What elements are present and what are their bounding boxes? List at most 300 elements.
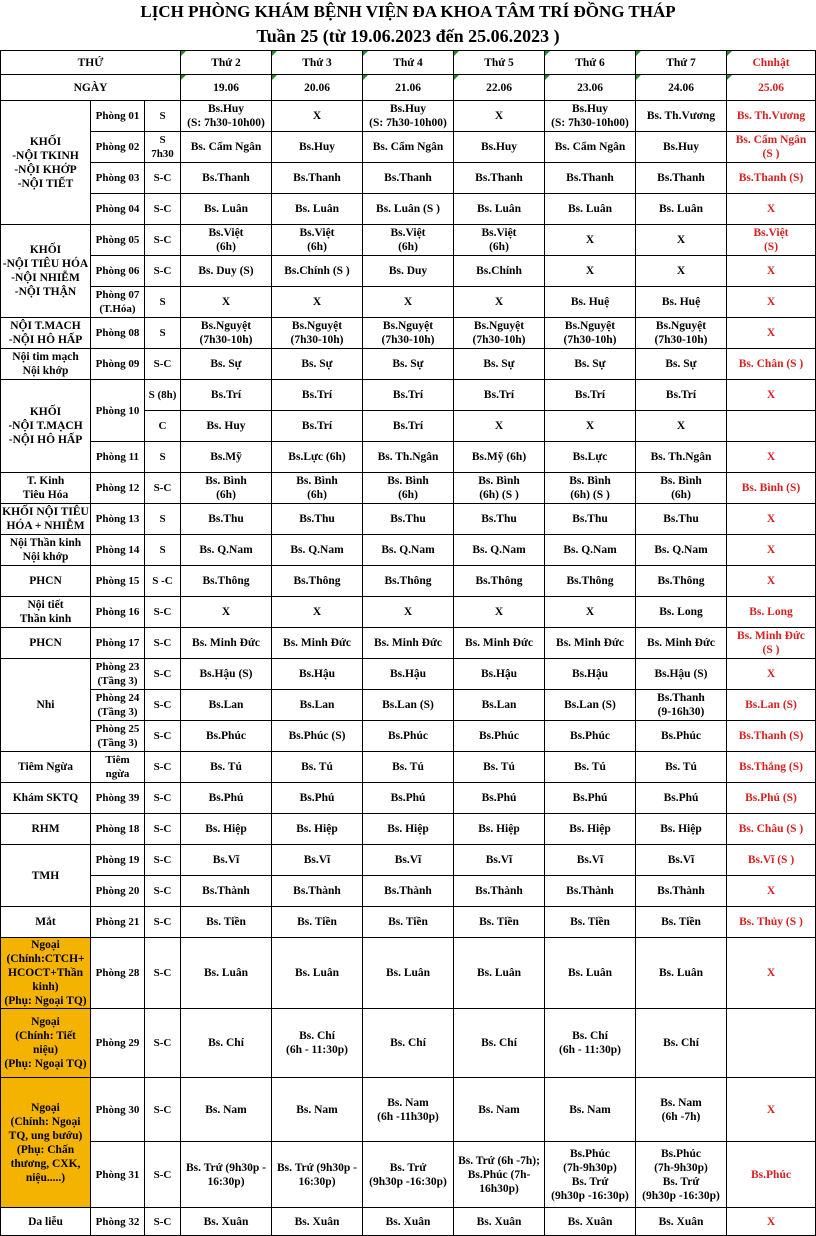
doctor-cell: Bs. Xuân xyxy=(545,1208,636,1236)
doctor-cell: X xyxy=(272,101,363,132)
doctor-cell: Bs. Q.Nam xyxy=(454,535,545,566)
doctor-cell: Bs.Trí xyxy=(363,380,454,411)
doctor-cell: Bs.Việt (6h) xyxy=(272,225,363,256)
doctor-cell: Bs.Phúc xyxy=(545,721,636,752)
title-line-1: LỊCH PHÒNG KHÁM BỆNH VIỆN ĐA KHOA TÂM TRÍ ĐỒNG THÁP xyxy=(140,2,676,21)
sunday-doctor-cell: Bs.Lan (S) xyxy=(727,690,816,721)
doctor-cell: Bs. Hiệp xyxy=(636,814,727,845)
doctor-cell: Bs. Xuân xyxy=(181,1208,272,1236)
doctor-cell: Bs. Sự xyxy=(545,349,636,380)
doctor-cell: Bs. Sự xyxy=(636,349,727,380)
sunday-doctor-cell: X xyxy=(727,1208,816,1236)
department-group: Ngoại (Chính: Ngoại TQ, ung bướu) (Phụ: Chấn thương, CXK, niệu.....) xyxy=(1,1078,91,1208)
department-group: NỘI T.MACH -NỘI HÔ HẤP xyxy=(1,318,91,349)
shift-cell: S-C xyxy=(145,1142,181,1208)
doctor-cell: X xyxy=(454,287,545,318)
doctor-cell: Bs. Minh Đức xyxy=(454,628,545,659)
room-cell: Phòng 01 xyxy=(91,101,145,132)
shift-cell: S-C xyxy=(145,1208,181,1236)
shift-cell: S-C xyxy=(145,225,181,256)
doctor-cell: Bs. Luân xyxy=(454,938,545,1009)
doctor-cell: Bs.Vĩ xyxy=(272,845,363,876)
doctor-cell: Bs.Thành xyxy=(181,876,272,907)
doctor-cell: Bs. Luân (S ) xyxy=(363,194,454,225)
room-cell: Phòng 16 xyxy=(91,597,145,628)
doctor-cell: Bs.Phúc xyxy=(454,721,545,752)
doctor-cell: Bs.Thu xyxy=(181,504,272,535)
doctor-cell: Bs.Thông xyxy=(181,566,272,597)
doctor-cell: Bs. Sự xyxy=(363,349,454,380)
doctor-cell: Bs.Phúc xyxy=(363,721,454,752)
sunday-doctor-cell: Bs.Phú (S) xyxy=(727,783,816,814)
sunday-doctor-cell: X xyxy=(727,659,816,690)
doctor-cell: Bs.Hậu (S) xyxy=(636,659,727,690)
room-cell: Phòng 21 xyxy=(91,907,145,938)
schedule-row xyxy=(1,132,816,163)
doctor-cell: X xyxy=(636,256,727,287)
doctor-cell: Bs. Nam (6h -11h30p) xyxy=(363,1078,454,1142)
sunday-doctor-cell: Bs. Chân (S ) xyxy=(727,349,816,380)
room-cell: Phòng 30 xyxy=(91,1078,145,1142)
department-group: Ngoại (Chính:CTCH+ HCOCT+Thần kinh) (Phụ: Ngoại TQ) xyxy=(1,938,91,1009)
sunday-doctor-cell: X xyxy=(727,876,816,907)
doctor-cell: Bs. Trứ (9h30p - 16:30p) xyxy=(272,1142,363,1208)
shift-cell: S-C xyxy=(145,783,181,814)
doctor-cell: Bs.Huy (S: 7h30-10h00) xyxy=(363,101,454,132)
shift-cell: S xyxy=(145,504,181,535)
schedule-row xyxy=(1,1142,816,1208)
doctor-cell: Bs.Thông xyxy=(545,566,636,597)
shift-cell: S-C xyxy=(145,473,181,504)
doctor-cell: Bs.Mỹ (6h) xyxy=(454,442,545,473)
doctor-cell: Bs.Trí xyxy=(272,411,363,442)
doctor-cell: Bs.Nguyệt (7h30-10h) xyxy=(545,318,636,349)
doctor-cell: X xyxy=(545,411,636,442)
doctor-cell: Bs.Thu xyxy=(454,504,545,535)
doctor-cell: Bs.Phú xyxy=(636,783,727,814)
doctor-cell: Bs. Tiền xyxy=(636,907,727,938)
doctor-cell: Bs. Chí xyxy=(636,1009,727,1078)
doctor-cell: Bs. Trứ (9h30p -16:30p) xyxy=(363,1142,454,1208)
doctor-cell: Bs.Nguyệt (7h30-10h) xyxy=(181,318,272,349)
sunday-doctor-cell: Bs.Phúc xyxy=(727,1142,816,1208)
shift-cell: S-C xyxy=(145,597,181,628)
schedule-row xyxy=(1,318,816,349)
doctor-cell: Bs. Trứ (9h30p - 16:30p) xyxy=(181,1142,272,1208)
sunday-doctor-cell: X xyxy=(727,318,816,349)
doctor-cell: Bs. Huệ xyxy=(636,287,727,318)
schedule-row xyxy=(1,287,816,318)
sunday-doctor-cell: Bs.Vĩ (S ) xyxy=(727,845,816,876)
doctor-cell: Bs.Nguyệt (7h30-10h) xyxy=(454,318,545,349)
doctor-cell: X xyxy=(363,287,454,318)
doctor-cell: Bs. Trứ (6h -7h); Bs.Phúc (7h- 16h30p) xyxy=(454,1142,545,1208)
department-group: PHCN xyxy=(1,566,91,597)
department-group: Tiêm Ngừa xyxy=(1,752,91,783)
shift-cell: S xyxy=(145,287,181,318)
doctor-cell: Bs. Duy xyxy=(363,256,454,287)
schedule-row xyxy=(1,101,816,132)
room-cell: Phòng 18 xyxy=(91,814,145,845)
schedule-row xyxy=(1,380,816,411)
doctor-cell: Bs.Thu xyxy=(363,504,454,535)
doctor-cell: Bs. Nam xyxy=(454,1078,545,1142)
doctor-cell: Bs.Hậu xyxy=(363,659,454,690)
sunday-doctor-cell: Bs. Châu (S ) xyxy=(727,814,816,845)
doctor-cell: Bs. Chí (6h - 11:30p) xyxy=(272,1009,363,1078)
schedule-row xyxy=(1,256,816,287)
schedule-row xyxy=(1,1078,816,1142)
doctor-cell: Bs.Thanh xyxy=(454,163,545,194)
shift-cell: S-C xyxy=(145,256,181,287)
doctor-cell: Bs. Hiệp xyxy=(363,814,454,845)
doctor-cell: Bs.Thông xyxy=(454,566,545,597)
doctor-cell: Bs.Phú xyxy=(272,783,363,814)
doctor-cell: Bs. Luân xyxy=(272,194,363,225)
room-cell: Phòng 20 xyxy=(91,876,145,907)
day-header-sunday: Chnhật xyxy=(727,51,816,75)
schedule-row xyxy=(1,814,816,845)
doctor-cell: Bs. Cẩm Ngân xyxy=(181,132,272,163)
room-cell: Phòng 07 (T.Hóa) xyxy=(91,287,145,318)
room-cell: Phòng 25 (Tầng 3) xyxy=(91,721,145,752)
sunday-doctor-cell: X xyxy=(727,442,816,473)
header-row-dates xyxy=(1,75,816,101)
doctor-cell: Bs. Luân xyxy=(181,194,272,225)
doctor-cell: Bs. Sự xyxy=(454,349,545,380)
doctor-cell: Bs.Trí xyxy=(545,380,636,411)
shift-cell: S-C xyxy=(145,876,181,907)
doctor-cell: Bs.Thông xyxy=(272,566,363,597)
room-cell: Phòng 17 xyxy=(91,628,145,659)
shift-cell: S-C xyxy=(145,628,181,659)
doctor-cell: Bs.Việt (6h) xyxy=(181,225,272,256)
schedule-row xyxy=(1,194,816,225)
doctor-cell: X xyxy=(545,256,636,287)
doctor-cell: Bs. Hiệp xyxy=(272,814,363,845)
doctor-cell: Bs. Cẩm Ngân xyxy=(545,132,636,163)
department-group: PHCN xyxy=(1,628,91,659)
doctor-cell: Bs.Lan (S) xyxy=(545,690,636,721)
doctor-cell: Bs.Thành xyxy=(363,876,454,907)
schedule-row xyxy=(1,876,816,907)
doctor-cell: Bs. Minh Đức xyxy=(181,628,272,659)
doctor-cell: Bs. Huy xyxy=(181,411,272,442)
sunday-doctor-cell: Bs. Thủy (S ) xyxy=(727,907,816,938)
doctor-cell: X xyxy=(545,597,636,628)
doctor-cell: Bs.Trí xyxy=(636,380,727,411)
doctor-cell: Bs. Cẩm Ngân xyxy=(363,132,454,163)
department-group: KHỐI NỘI TIÊU HÓA + NHIỄM xyxy=(1,504,91,535)
shift-cell: S-C xyxy=(145,1009,181,1078)
doctor-cell: Bs.Huy xyxy=(636,132,727,163)
shift-cell: S-C xyxy=(145,1078,181,1142)
shift-cell: S (8h) xyxy=(145,380,181,411)
doctor-cell: Bs. Chí xyxy=(454,1009,545,1078)
doctor-cell: Bs.Thu xyxy=(636,504,727,535)
doctor-cell: Bs.Phúc xyxy=(636,721,727,752)
doctor-cell: Bs.Lan xyxy=(454,690,545,721)
doctor-cell: Bs. Bình (6h) (S ) xyxy=(545,473,636,504)
doctor-cell: Bs. Tú xyxy=(363,752,454,783)
doctor-cell: X xyxy=(636,411,727,442)
doctor-cell: Bs.Huy (S: 7h30-10h00) xyxy=(181,101,272,132)
shift-cell: S-C xyxy=(145,845,181,876)
shift-cell: S-C xyxy=(145,194,181,225)
date-header: 24.06 xyxy=(636,75,727,101)
doctor-cell: Bs. Luân xyxy=(636,938,727,1009)
doctor-cell: Bs.Thành xyxy=(272,876,363,907)
department-group: Nội tim mạch Nội khớp xyxy=(1,349,91,380)
date-header: 22.06 xyxy=(454,75,545,101)
doctor-cell: X xyxy=(636,225,727,256)
doctor-cell: Bs. Hiệp xyxy=(181,814,272,845)
schedule-row xyxy=(1,721,816,752)
doctor-cell: Bs. Tiền xyxy=(545,907,636,938)
doctor-cell: Bs.Phú xyxy=(363,783,454,814)
doctor-cell: Bs.Thông xyxy=(363,566,454,597)
schedule-table xyxy=(0,50,816,1236)
doctor-cell: Bs. Tú xyxy=(545,752,636,783)
room-cell: Phòng 19 xyxy=(91,845,145,876)
room-cell: Phòng 11 xyxy=(91,442,145,473)
doctor-cell: Bs.Thanh xyxy=(272,163,363,194)
doctor-cell: Bs. Th.Ngân xyxy=(636,442,727,473)
doctor-cell: Bs. Xuân xyxy=(636,1208,727,1236)
schedule-row xyxy=(1,907,816,938)
schedule-row xyxy=(1,1009,816,1078)
doctor-cell: Bs. Hiệp xyxy=(454,814,545,845)
doctor-cell: Bs.Thành xyxy=(545,876,636,907)
department-group: KHỐI -NỘI T.MẠCH -NỘI HÔ HẤP xyxy=(1,380,91,473)
doctor-cell: Bs.Trí xyxy=(181,380,272,411)
doctor-cell: Bs. Tú xyxy=(272,752,363,783)
doctor-cell: Bs. Nam (6h -7h) xyxy=(636,1078,727,1142)
doctor-cell: Bs.Nguyệt (7h30-10h) xyxy=(272,318,363,349)
sunday-doctor-cell: X xyxy=(727,938,816,1009)
room-cell: Phòng 12 xyxy=(91,473,145,504)
shift-cell: S xyxy=(145,101,181,132)
doctor-cell: Bs. Nam xyxy=(181,1078,272,1142)
doctor-cell: Bs. Tiền xyxy=(363,907,454,938)
doctor-cell: Bs. Chí (6h - 11:30p) xyxy=(545,1009,636,1078)
date-header-sunday: 25.06 xyxy=(727,75,816,101)
department-group: RHM xyxy=(1,814,91,845)
doctor-cell: Bs. Chí xyxy=(363,1009,454,1078)
doctor-cell: Bs. Bình (6h) xyxy=(636,473,727,504)
schedule-row xyxy=(1,1208,816,1236)
doctor-cell: Bs.Việt (6h) xyxy=(363,225,454,256)
schedule-row xyxy=(1,845,816,876)
doctor-cell: X xyxy=(272,287,363,318)
doctor-cell: Bs. Bình (6h) xyxy=(181,473,272,504)
sunday-doctor-cell: X xyxy=(727,194,816,225)
schedule-row xyxy=(1,442,816,473)
sunday-doctor-cell: Bs.Thanh (S) xyxy=(727,721,816,752)
sunday-doctor-cell: Bs. Th.Vương xyxy=(727,101,816,132)
sunday-doctor-cell: X xyxy=(727,287,816,318)
doctor-cell: Bs.Vĩ xyxy=(454,845,545,876)
doctor-cell: X xyxy=(181,597,272,628)
doctor-cell: Bs. Minh Đức xyxy=(545,628,636,659)
doctor-cell: Bs. Tiền xyxy=(454,907,545,938)
doctor-cell: Bs.Thu xyxy=(272,504,363,535)
doctor-cell: Bs.Thanh xyxy=(636,163,727,194)
schedule-row xyxy=(1,535,816,566)
schedule-title xyxy=(0,0,816,50)
date-header: 19.06 xyxy=(181,75,272,101)
shift-cell: S-C xyxy=(145,907,181,938)
day-header: Thứ 5 xyxy=(454,51,545,75)
doctor-cell: X xyxy=(454,597,545,628)
date-header: 23.06 xyxy=(545,75,636,101)
doctor-cell: Bs. Xuân xyxy=(363,1208,454,1236)
department-group: KHỐI -NỘI TKINH -NỘI KHỚP -NỘI TIẾT xyxy=(1,101,91,225)
doctor-cell: Bs. Th.Ngân xyxy=(363,442,454,473)
doctor-cell: Bs.Nguyệt (7h30-10h) xyxy=(636,318,727,349)
schedule-row xyxy=(1,163,816,194)
department-group: Nội tiết Thần kinh xyxy=(1,597,91,628)
department-group: KHỐI -NỘI TIÊU HÓA -NỘI NHIỄM -NỘI THẬN xyxy=(1,225,91,318)
room-cell: Phòng 24 (Tầng 3) xyxy=(91,690,145,721)
doctor-cell: Bs. Duy (S) xyxy=(181,256,272,287)
doctor-cell: Bs.Phú xyxy=(454,783,545,814)
room-cell: Phòng 15 xyxy=(91,566,145,597)
doctor-cell: Bs.Lực xyxy=(545,442,636,473)
schedule-row xyxy=(1,473,816,504)
sunday-doctor-cell xyxy=(727,411,816,442)
sunday-doctor-cell: Bs. Long xyxy=(727,597,816,628)
schedule-row xyxy=(1,566,816,597)
doctor-cell: Bs. Long xyxy=(636,597,727,628)
department-group: TMH xyxy=(1,845,91,907)
doctor-cell: Bs.Hậu xyxy=(272,659,363,690)
department-group: Nội Thần kinh Nội khớp xyxy=(1,535,91,566)
date-header: 21.06 xyxy=(363,75,454,101)
schedule-row xyxy=(1,597,816,628)
doctor-cell: Bs.Hậu (S) xyxy=(181,659,272,690)
doctor-cell: Bs.Chính xyxy=(454,256,545,287)
shift-cell: C xyxy=(145,411,181,442)
department-group: Da liễu xyxy=(1,1208,91,1236)
room-cell: Tiêm ngừa xyxy=(91,752,145,783)
date-header: 20.06 xyxy=(272,75,363,101)
schedule-row xyxy=(1,783,816,814)
sunday-doctor-cell: Bs.Việt (S) xyxy=(727,225,816,256)
doctor-cell: Bs.Thu xyxy=(545,504,636,535)
doctor-cell: Bs.Thành xyxy=(636,876,727,907)
shift-cell: S-C xyxy=(145,938,181,1009)
doctor-cell: Bs. Tú xyxy=(181,752,272,783)
doctor-cell: Bs.Thanh xyxy=(545,163,636,194)
ngay-label: NGÀY xyxy=(1,75,181,101)
sunday-doctor-cell: Bs. Bình (S) xyxy=(727,473,816,504)
doctor-cell: Bs.Phúc (S) xyxy=(272,721,363,752)
doctor-cell: Bs.Lan xyxy=(272,690,363,721)
doctor-cell: Bs.Lan xyxy=(181,690,272,721)
doctor-cell: Bs.Phú xyxy=(545,783,636,814)
doctor-cell: Bs. Tiền xyxy=(181,907,272,938)
doctor-cell: Bs.Hậu xyxy=(545,659,636,690)
doctor-cell: Bs. Sự xyxy=(181,349,272,380)
room-cell: Phòng 10 xyxy=(91,380,145,442)
doctor-cell: X xyxy=(272,597,363,628)
sunday-doctor-cell: X xyxy=(727,256,816,287)
room-cell: Phòng 09 xyxy=(91,349,145,380)
doctor-cell: X xyxy=(454,411,545,442)
schedule-row xyxy=(1,504,816,535)
doctor-cell: X xyxy=(181,287,272,318)
doctor-cell: Bs. Luân xyxy=(636,194,727,225)
doctor-cell: Bs.Lực (6h) xyxy=(272,442,363,473)
day-header: Thứ 2 xyxy=(181,51,272,75)
schedule-body xyxy=(1,51,816,1236)
doctor-cell: Bs.Vĩ xyxy=(636,845,727,876)
room-cell: Phòng 39 xyxy=(91,783,145,814)
doctor-cell: X xyxy=(545,225,636,256)
sunday-doctor-cell: Bs. Minh Đức (S ) xyxy=(727,628,816,659)
shift-cell: S-C xyxy=(145,814,181,845)
doctor-cell: Bs.Vĩ xyxy=(181,845,272,876)
doctor-cell: X xyxy=(363,597,454,628)
doctor-cell: Bs. Tú xyxy=(454,752,545,783)
schedule-row xyxy=(1,938,816,1009)
sunday-doctor-cell xyxy=(727,1009,816,1078)
doctor-cell: Bs. Bình (6h) (S ) xyxy=(454,473,545,504)
doctor-cell: Bs. Xuân xyxy=(454,1208,545,1236)
schedule-row xyxy=(1,659,816,690)
shift-cell: S-C xyxy=(145,163,181,194)
doctor-cell: Bs.Trí xyxy=(363,411,454,442)
room-cell: Phòng 23 (Tầng 3) xyxy=(91,659,145,690)
doctor-cell: Bs.Thông xyxy=(636,566,727,597)
doctor-cell: Bs. Luân xyxy=(363,938,454,1009)
doctor-cell: Bs.Thành xyxy=(454,876,545,907)
sunday-doctor-cell: X xyxy=(727,566,816,597)
doctor-cell: Bs. Nam xyxy=(272,1078,363,1142)
room-cell: Phòng 02 xyxy=(91,132,145,163)
doctor-cell: Bs.Huy xyxy=(454,132,545,163)
department-group: Nhi xyxy=(1,659,91,752)
doctor-cell: Bs. Luân xyxy=(454,194,545,225)
schedule-row xyxy=(1,690,816,721)
doctor-cell: Bs.Phúc (7h-9h30p) Bs. Trứ (9h30p -16:30p) xyxy=(636,1142,727,1208)
room-cell: Phòng 29 xyxy=(91,1009,145,1078)
sunday-doctor-cell: Bs. Cẩm Ngân (S ) xyxy=(727,132,816,163)
room-cell: Phòng 14 xyxy=(91,535,145,566)
sunday-doctor-cell: X xyxy=(727,1078,816,1142)
doctor-cell: Bs.Vĩ xyxy=(363,845,454,876)
doctor-cell: Bs. Q.Nam xyxy=(181,535,272,566)
doctor-cell: Bs. Tiền xyxy=(272,907,363,938)
doctor-cell: Bs. Luân xyxy=(272,938,363,1009)
room-cell: Phòng 06 xyxy=(91,256,145,287)
shift-cell: S-C xyxy=(145,349,181,380)
doctor-cell: Bs. Nam xyxy=(545,1078,636,1142)
shift-cell: S xyxy=(145,442,181,473)
department-group: Ngoại (Chính: Tiết niệu) (Phụ: Ngoại TQ) xyxy=(1,1009,91,1078)
shift-cell: S -C xyxy=(145,566,181,597)
day-header: Thứ 4 xyxy=(363,51,454,75)
shift-cell: S-C xyxy=(145,721,181,752)
doctor-cell: Bs. Minh Đức xyxy=(363,628,454,659)
room-cell: Phòng 03 xyxy=(91,163,145,194)
doctor-cell: Bs. Luân xyxy=(545,194,636,225)
doctor-cell: Bs.Thanh xyxy=(181,163,272,194)
doctor-cell: Bs. Q.Nam xyxy=(636,535,727,566)
doctor-cell: Bs.Hậu xyxy=(454,659,545,690)
doctor-cell: Bs.Chính (S ) xyxy=(272,256,363,287)
